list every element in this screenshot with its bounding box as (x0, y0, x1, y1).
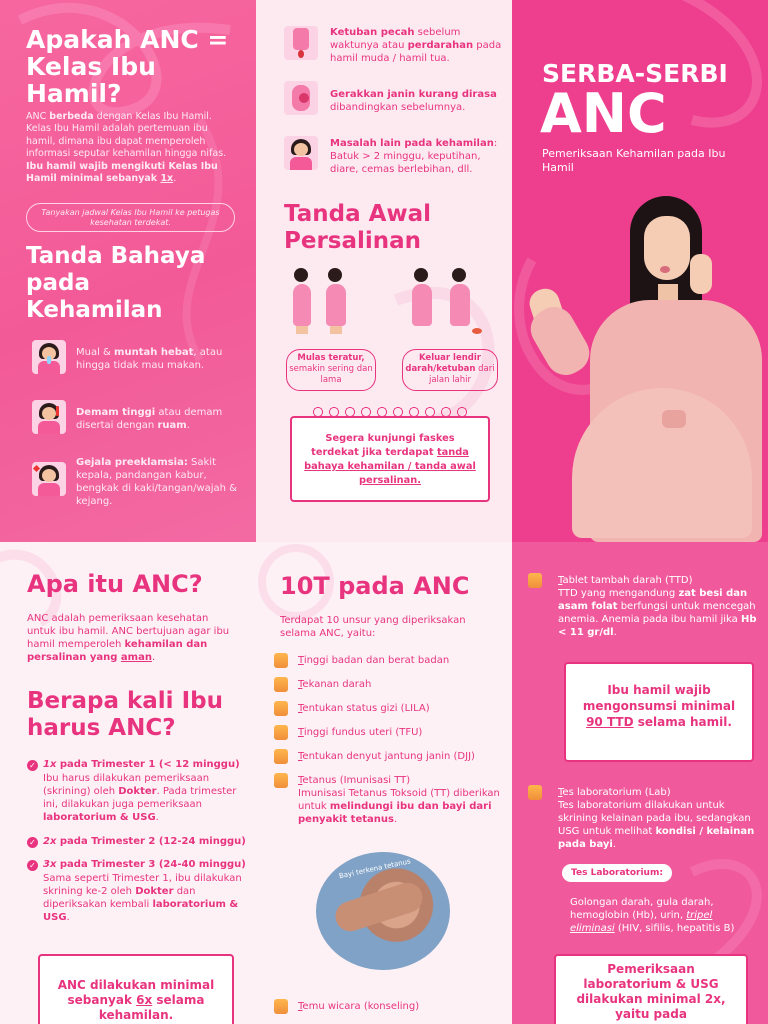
sign-water-break: Ketuban pecah sebelum waktunya atau perdarahan pada hamil muda / hamil tua. (330, 27, 502, 64)
lab-pill: Tes Laboratorium: (562, 864, 672, 882)
fever-woman-icon (32, 400, 66, 434)
lab-usg-callout: Pemeriksaan laboratorium & USG dilakukan minimal 2x, yaitu pada (554, 954, 748, 1024)
tetanus-baby-photo (316, 852, 450, 970)
danger-item-nausea: Mual & muntah hebat, atau hingga tidak mau makan. (76, 347, 223, 371)
danger-title: Tanda Bahaya pada Kehamilan (26, 243, 206, 323)
hand-1-icon (274, 653, 288, 668)
anc-paragraph: ANC adalah pemeriksaan kesehatan untuk ibu hamil. ANC bertujuan agar ibu hamil memperoleh kehamilan dan persalinan yang aman. (27, 613, 230, 663)
cover-kicker: SERBA-SERBI (542, 59, 728, 88)
ten-t-item-4: Tinggi fundus uteri (TFU) (298, 727, 423, 738)
ten-t-item-6: Tetanus (Imunisasi TT) Imunisasi Tetanus Toksoid (TT) diberikan untuk melindungi ibu dan bayi dari penyakit tetanus. (298, 775, 500, 825)
ten-t-item-1: Tinggi badan dan berat badan (298, 655, 450, 666)
hand-4-icon (274, 725, 288, 740)
danger-item-fever: Demam tinggi atau demam disertai dengan ruam. (76, 407, 223, 431)
pregnant-woman-photo (512, 188, 768, 542)
cover-title: ANC (540, 82, 667, 145)
lab-tests-list: Golongan darah, gula darah, hemoglobin (Hb), urin, tripel eliminasi (HIV, sifilis, hepatitis B) (570, 897, 735, 934)
faskes-note: Segera kunjungi faskes terdekat jika terdapat tanda bahaya kehamilan / tanda awal persalinan. (290, 416, 490, 502)
labor-sign-contractions: Mulas teratur, semakin sering dan lama (286, 349, 376, 391)
kelas-schedule-pill: Tanyakan jadwal Kelas Ibu Hamil ke petugas kesehatan terdekat. (26, 203, 235, 232)
water-break-icon (284, 26, 318, 60)
panel-10t (256, 542, 512, 1024)
hand-2-icon (274, 677, 288, 692)
ten-t-item-5: Tentukan denyut jantung janin (DJJ) (298, 751, 475, 762)
tetanus-photo-caption: Bayi terkena tetanus (338, 857, 412, 881)
ten-t-item-10: Temu wicara (konseling) (298, 1001, 420, 1012)
trimester-3-body: Sama seperti Trimester 1, ibu dilakukan skrining ke-2 oleh Dokter dan diperiksakan kembali laboratorium & USG. (43, 873, 242, 923)
hand-8-icon (528, 785, 542, 800)
sign-fetal-movement: Gerakkan janin kurang dirasa dibandingkan sebelumnya. (330, 89, 497, 113)
labor-title: Tanda Awal Persalinan (284, 201, 432, 254)
fluid-illustration (406, 266, 496, 338)
panel-kelas-ibu-hamil (0, 0, 256, 542)
ten-t-intro: Terdapat 10 unsur yang diperiksakan selama ANC, yaitu: (280, 615, 466, 639)
preeclampsia-woman-icon (32, 462, 66, 496)
trimester-1-body: Ibu harus dilakukan pemeriksaan (skrining) oleh Dokter. Pada trimester ini, dilakukan juga pemeriksaan laboratorium & USG. (43, 773, 237, 823)
fetal-movement-icon (284, 81, 318, 115)
ttd-callout: Ibu hamil wajib mengonsumsi minimal 90 TTD selama hamil. (564, 662, 754, 762)
check-icon: ✓ (27, 837, 38, 848)
hand-7-icon (528, 573, 542, 588)
ten-t-item-3: Tentukan status gizi (LILA) (298, 703, 430, 714)
check-icon: ✓ (27, 760, 38, 771)
kelas-paragraph: ANC berbeda dengan Kelas Ibu Hamil. Kelas Ibu Hamil adalah pertemuan ibu hamil, dimana ibu dapat memperoleh informasi seputar kehamilan hingga nifas. Ibu hamil wajib mengikuti Kelas Ibu Hamil minimal sebanyak 1x. (26, 111, 227, 185)
kelas-title: Apakah ANC = Kelas Ibu Hamil? (26, 25, 229, 108)
anc-frequency-title: Berapa kali Ibu harus ANC? (27, 688, 223, 741)
hand-3-icon (274, 701, 288, 716)
anc-title: Apa itu ANC? (27, 570, 203, 598)
other-problems-icon (284, 136, 318, 170)
hand-5-icon (274, 749, 288, 764)
hand-6-icon (274, 773, 288, 788)
panel-tanda-persalinan (256, 0, 512, 542)
panel-cover (512, 0, 768, 542)
ttd-section: Tablet tambah darah (TTD) TTD yang mengandung zat besi dan asam folat berfungsi untuk mencegah anemia. Anemia pada ibu hamil jika Hb < 11 gr/dl. (558, 575, 757, 638)
hand-10-icon (274, 999, 288, 1014)
check-icon: ✓ (27, 860, 38, 871)
trimester-1-heading: 1x pada Trimester 1 (< 12 minggu) (43, 759, 240, 770)
contractions-illustration (288, 266, 372, 338)
lab-section: Tes laboratorium (Lab) Tes laboratorium dilakukan untuk skrining kelainan pada ibu, sedangkan USG untuk melihat kondisi / kelainan pada bayi. (558, 787, 755, 850)
sign-other-problems: Masalah lain pada kehamilan: Batuk > 2 minggu, keputihan, diare, cemas berlebihan, dll. (330, 138, 498, 175)
panel-ttd-lab (512, 542, 768, 1024)
anc-minimum-callout: ANC dilakukan minimal sebanyak 6x selama kehamilan. (38, 954, 234, 1024)
nausea-woman-icon (32, 340, 66, 374)
danger-item-preeclampsia: Gejala preeklamsia: Sakit kepala, pandangan kabur, bengkak di kaki/tangan/wajah & kejang. (76, 457, 237, 507)
ten-t-title: 10T pada ANC (280, 572, 470, 600)
ten-t-item-2: Tekanan darah (298, 679, 372, 690)
panel-apa-itu-anc (0, 542, 256, 1024)
trimester-2-heading: 2x pada Trimester 2 (12-24 minggu) (43, 836, 246, 847)
trimester-3-heading: 3x pada Trimester 3 (24-40 minggu) (43, 859, 246, 870)
cover-subtitle: Pemeriksaan Kehamilan pada Ibu Hamil (542, 147, 726, 174)
labor-sign-fluid: Keluar lendir darah/ketuban dari jalan lahir (402, 349, 498, 391)
